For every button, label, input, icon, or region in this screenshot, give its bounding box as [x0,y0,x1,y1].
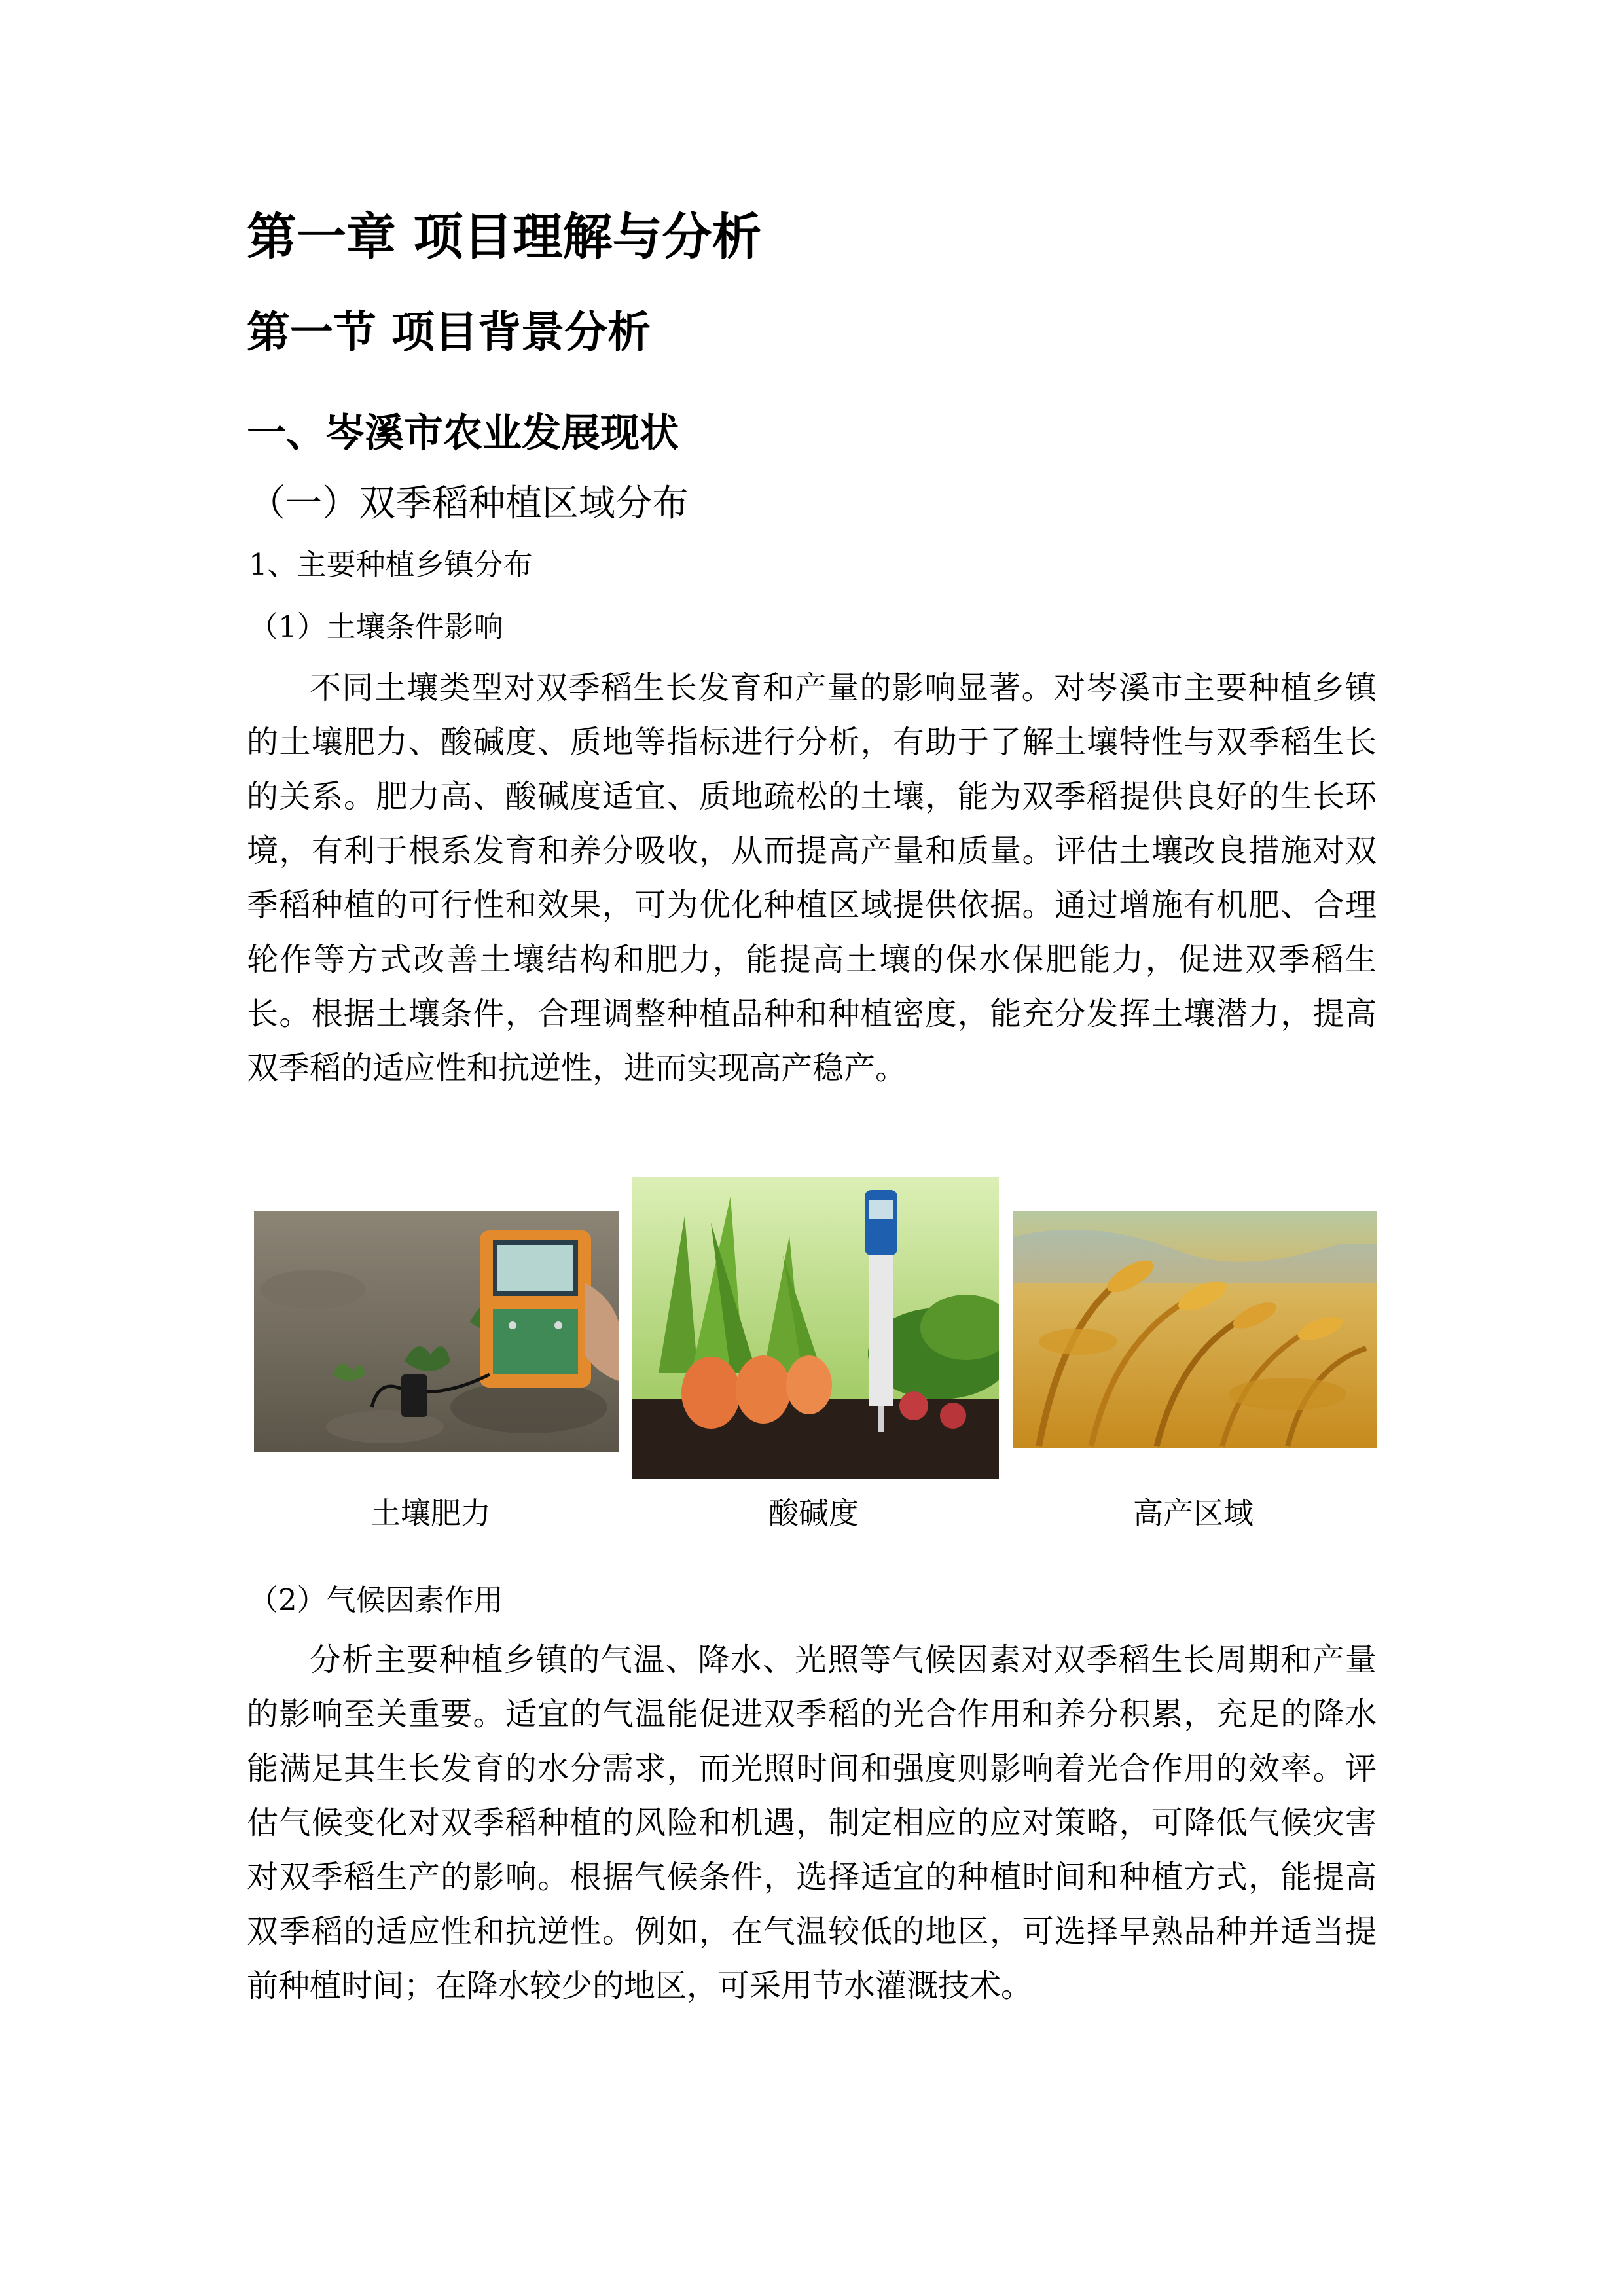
soil-heading: （1）土壤条件影响 [249,609,503,644]
climate-paragraph: 分析主要种植乡镇的气温、降水、光照等气候因素对双季稻生长周期和产量的影响至关重要。适宜的气温能促进双季稻的光合作用和养分积累，充足的降水能满足其生长发育的水分需求，而光照时间和强度则影响着光合作用的效率。评估气候变化对双季稻种植的风险和机遇，制定相应的应对策略，可降低气候灾害对双季稻生产的影响。根据气候条件，选择适宜的种植时间和种植方式，能提高双季稻的适应性和抗逆性。例如，在气温较低的地区，可选择早熟品种并适当提前种植时间；在降水较少的地区，可采用节水灌溉技术。 [247,1641,1377,2004]
subitem-title: 1、主要种植乡镇分布 [249,547,533,582]
soil-fertility-photo [254,1211,619,1452]
chapter-title: 第一章 项目理解与分析 [247,207,762,266]
soil-tester-image [254,1211,619,1452]
figure-caption-yield: 高产区域 [1133,1496,1254,1531]
subsection-title: 一、岑溪市农业发展现状 [247,410,679,456]
ph-meter-image [632,1177,999,1479]
high-yield-photo [1013,1211,1377,1448]
figure-caption-soil: 土壤肥力 [370,1496,491,1531]
soil-paragraph: 不同土壤类型对双季稻生长发育和产量的影响显著。对岑溪市主要种植乡镇的土壤肥力、酸碱度、质地等指标进行分析，有助于了解土壤特性与双季稻生长的关系。肥力高、酸碱度适宜、质地疏松的土壤，能为双季稻提供良好的生长环境，有利于根系发育和养分吸收，从而提高产量和质量。评估土壤改良措施对双季稻种植的可行性和效果，可为优化种植区域提供依据。通过增施有机肥、合理轮作等方式改善土壤结构和肥力，能提高土壤的保水保肥能力，促进双季稻生长。根据土壤条件，合理调整种植品种和种植密度，能充分发挥土壤潜力，提高双季稻的适应性和抗逆性，进而实现高产稳产。 [247,670,1377,1086]
rice-field-image [1013,1211,1377,1448]
ph-photo [632,1177,999,1479]
figure-caption-ph: 酸碱度 [768,1496,859,1531]
climate-heading: （2）气候因素作用 [249,1583,503,1617]
item-title: （一）双季稻种植区域分布 [249,482,689,525]
section-title: 第一节 项目背景分析 [247,306,651,357]
